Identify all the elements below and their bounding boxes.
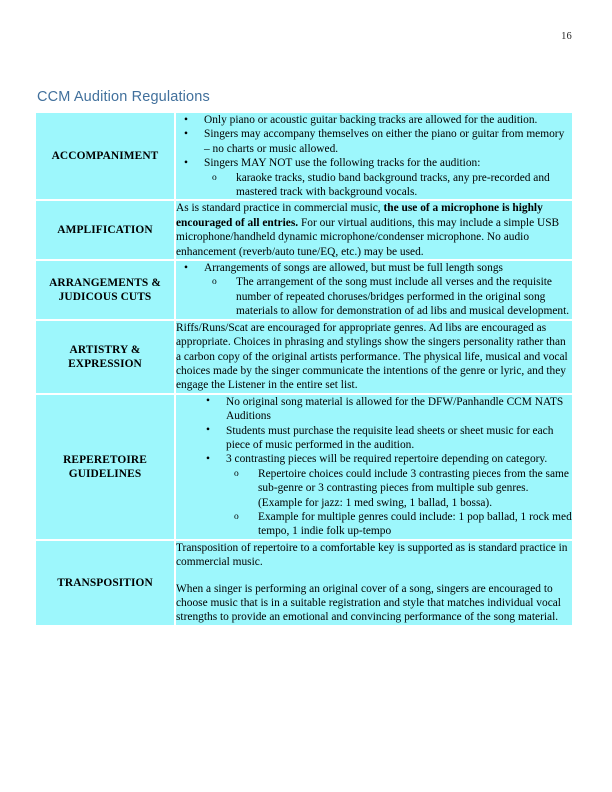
sub-bullet-list <box>204 171 572 200</box>
regulation-category-label <box>36 201 176 261</box>
regulation-detail-cell <box>176 261 572 321</box>
table-body <box>36 113 572 625</box>
category-label-line: ARRANGEMENTS & <box>49 276 161 289</box>
bullet-item <box>176 452 572 538</box>
bullet-item <box>176 113 572 127</box>
bullet-text: No original song material is allowed for the DFW/Panhandle CCM NATS Auditions <box>226 395 564 423</box>
regulation-detail-cell <box>176 201 572 261</box>
regulation-detail-cell <box>176 321 572 395</box>
regulation-category-label <box>36 395 176 541</box>
regulation-detail-cell <box>176 113 572 201</box>
sub-bullet-item <box>226 510 572 539</box>
regulation-paragraph <box>176 201 572 259</box>
regulation-paragraph <box>176 582 572 625</box>
table-row <box>36 541 572 625</box>
bullet-text: Arrangements of songs are allowed, but must be full length songs <box>204 262 503 275</box>
bullet-text: Only piano or acoustic guitar backing tracks are allowed for the audition. <box>204 114 538 126</box>
bullet-text: Students must purchase the requisite lead sheets or sheet music for each piece of music performed in the audition. <box>226 424 554 451</box>
sub-bullet-text: karaoke tracks, studio band background tracks, any pre-recorded and mastered track with background vocals. <box>236 171 550 199</box>
bullet-item <box>176 127 572 156</box>
bullet-item <box>176 424 572 453</box>
paragraph-text: For our virtual auditions, this may include a simple USB microphone/handheld dynamic microphone/condenser microphone. No audio enhancement (reverb/auto tune/EQ, etc.) may be used. <box>176 216 560 258</box>
category-label-line: REPERETOIRE <box>63 453 147 466</box>
paragraph-text: Transposition of repertoire to a comfortable key is supported as is standard practice in commercial music. <box>176 541 568 569</box>
bullet-item <box>176 156 572 199</box>
regulation-category-label <box>36 113 176 201</box>
paragraph-text: Riffs/Runs/Scat are encouraged for appropriate genres. Ad libs are encouraged as appropriate. Choices in phrasing and stylings show the singers personality rather than a carbon copy of the original artists performance. The physical life, musical and vocal choices made by the singer communicate the intentions of the genre or lyric, and they engage the Listener in the entire set list. <box>176 321 568 392</box>
paragraph-text: When a singer is performing an original cover of a song, singers are encouraged to choose music that is in a suitable registration and style that matches individual vocal strengths to provide an emotional and convincing performance of the song material. <box>176 582 561 624</box>
table-row <box>36 261 572 321</box>
category-label-line: TRANSPOSITION <box>57 576 153 589</box>
category-label-line: EXPRESSION <box>68 357 142 370</box>
category-label-line: ARTISTRY & <box>69 343 141 356</box>
sub-bullet-list <box>226 467 572 539</box>
sub-bullet-text: Repertoire choices could include 3 contrasting pieces from the same sub-genre or 3 contrasting pieces from multiple sub genres. (Example for jazz: 1 med swing, 1 ballad, 1 bossa). <box>258 467 569 509</box>
regulation-category-label <box>36 261 176 321</box>
table-row <box>36 321 572 395</box>
category-label-line: GUIDELINES <box>68 467 142 480</box>
category-label-line: AMPLIFICATION <box>57 224 153 237</box>
bullet-list <box>176 113 572 199</box>
bullet-text: 3 contrasting pieces will be required repertoire depending on category. <box>226 453 548 466</box>
bullet-item <box>176 395 572 424</box>
category-label-line: JUDICOUS CUTS <box>58 290 152 303</box>
regulation-category-label <box>36 321 176 395</box>
regulation-detail-cell <box>176 541 572 625</box>
table-row <box>36 201 572 261</box>
ccm-audition-regulations-table <box>36 113 572 625</box>
page-number: 16 <box>561 31 572 42</box>
bullet-item <box>176 261 572 319</box>
sub-bullet-text: The arrangement of the song must include all verses and the requisite number of repeated choruses/bridges performed in the original song materials to allow for demonstration of ad libs and musical development. <box>236 276 570 318</box>
regulation-paragraph <box>176 321 572 393</box>
bullet-list <box>176 261 572 319</box>
sub-bullet-item <box>226 467 572 510</box>
regulation-paragraph <box>176 541 572 570</box>
page-title: CCM Audition Regulations <box>37 89 210 105</box>
sub-bullet-item <box>204 275 572 318</box>
regulation-category-label <box>36 541 176 625</box>
paragraph-text: As is standard practice in commercial music, <box>176 202 384 215</box>
regulation-detail-cell <box>176 395 572 541</box>
bullet-text: Singers may accompany themselves on either the piano or guitar from memory – no charts or music allowed. <box>204 128 565 155</box>
sub-bullet-item <box>204 171 572 200</box>
bullet-text: Singers MAY NOT use the following tracks for the audition: <box>204 157 481 170</box>
sub-bullet-list <box>204 275 572 318</box>
sub-bullet-text: Example for multiple genres could include: 1 pop ballad, 1 rock med tempo, 1 indie folk up-tempo <box>258 510 572 538</box>
bullet-list <box>176 395 572 539</box>
table-row <box>36 113 572 201</box>
category-label-line: ACCOMPANIMENT <box>51 150 159 163</box>
table-row <box>36 395 572 541</box>
emphasized-text: the use of a microphone is highly encouraged of all entries. <box>176 202 543 229</box>
